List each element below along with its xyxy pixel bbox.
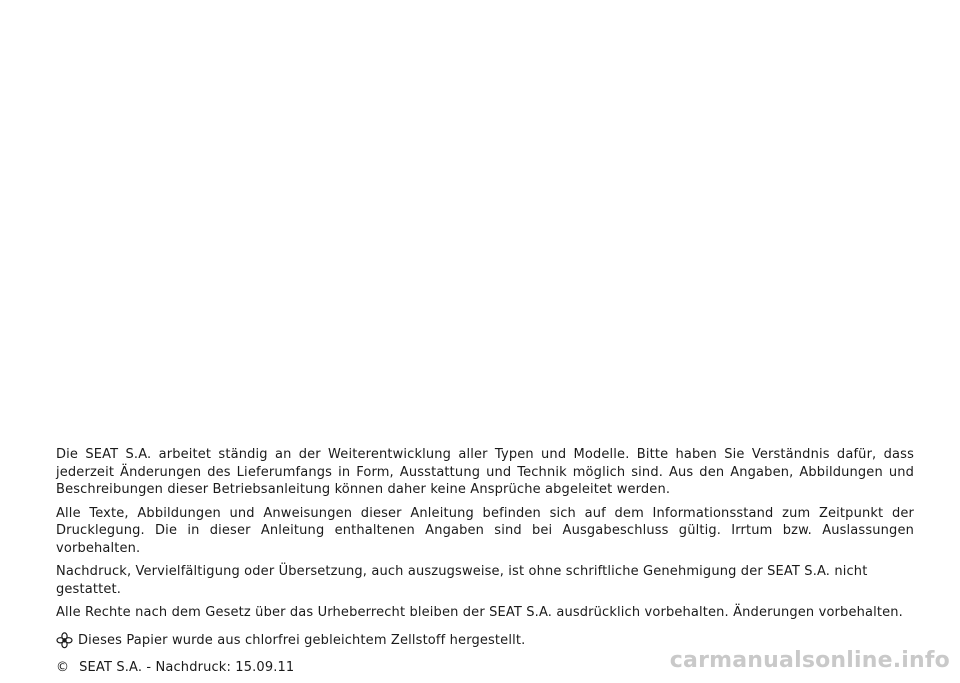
copyright-rights-notice: Alle Rechte nach dem Gesetz über das Urheberrecht bleiben der SEAT S.A. ausdrücklich vorbehalten. Änderungen vorbehalten. [56, 605, 903, 620]
copyright-text: SEAT S.A. - Nachdruck: 15.09.11 [79, 660, 295, 675]
eco-paper-notice [56, 632, 926, 650]
reprint-notice: Nachdruck, Vervielfältigung oder Übersetzung, auch auszugsweise, ist ohne schriftliche Genehmigung der SEAT S.A. nicht gestattet. [56, 564, 868, 597]
flower-icon [56, 632, 73, 649]
copyright-symbol: © [56, 660, 70, 675]
information-status-paragraph: Alle Texte, Abbildungen und Anweisungen dieser Anleitung befinden sich auf dem Informationsstand zum Zeitpunkt der Drucklegung. Die in dieser Anleitung enthaltenen Angaben sind bei Ausgabeschluss gültig. Irrtum bzw. Auslassungen vorbehalten. [56, 505, 914, 556]
disclaimer-paragraph: Die SEAT S.A. arbeitet ständig an der Weiterentwicklung aller Typen und Modelle. Bitte haben Sie Verständnis dafür, dass jederzeit Änderungen des Lieferumfangs in Form, Ausstattung und Technik möglich sind. Aus den Angaben, Abbildungen und Beschreibungen dieser Betriebsanleitung können daher keine Ansprüche abgeleitet werden. [56, 447, 914, 497]
watermark: carmanualsonline.info [669, 648, 950, 673]
eco-paper-text: Dieses Papier wurde aus chlorfrei gebleichtem Zellstoff hergestellt. [78, 632, 526, 648]
